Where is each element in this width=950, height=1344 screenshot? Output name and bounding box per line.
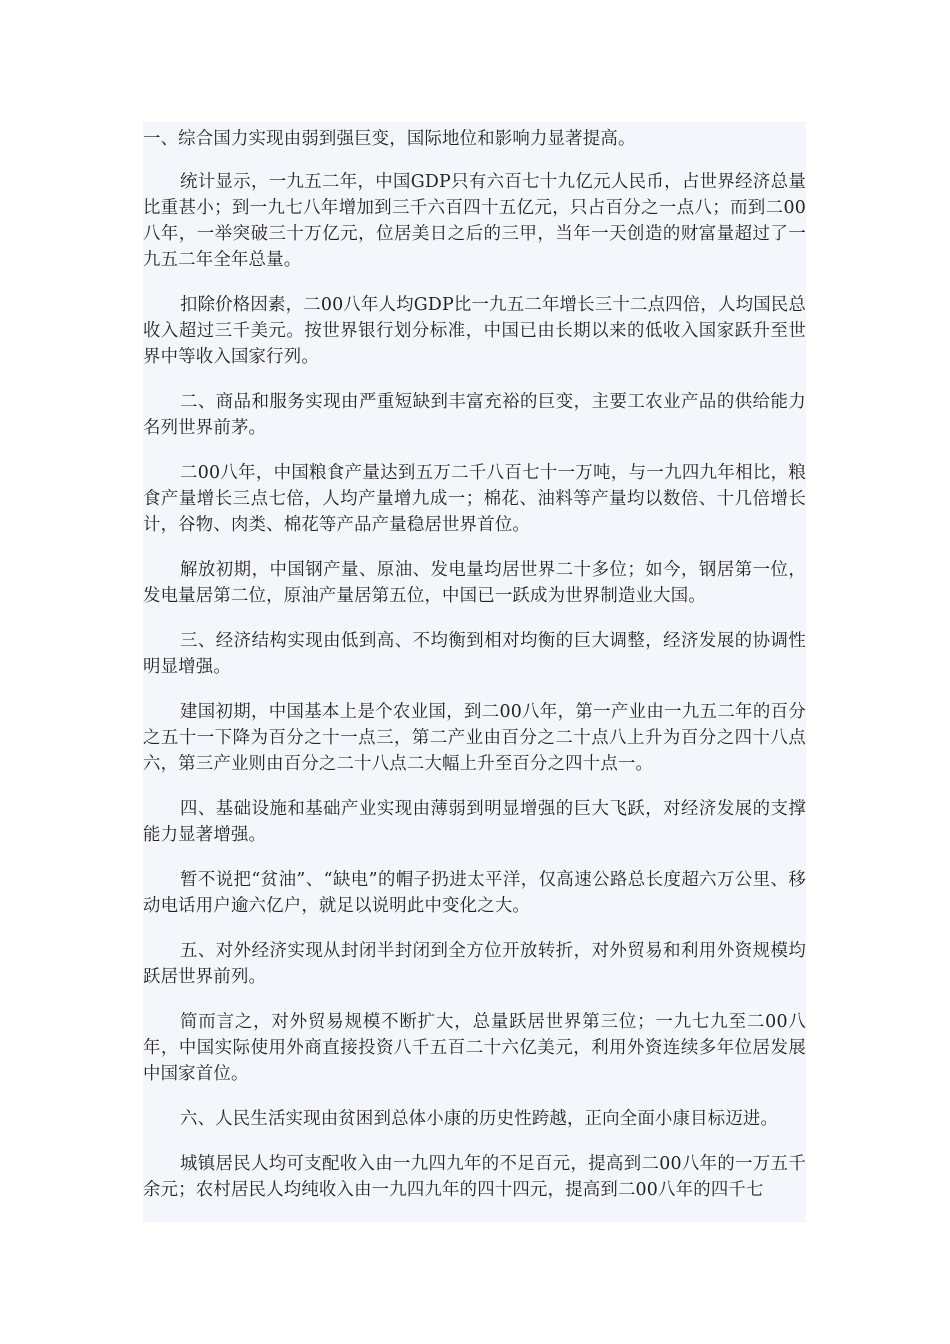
section-heading-5: 五、对外经济实现从封闭半封闭到全方位开放转折，对外贸易和利用外资规模均跃居世界前列。 [143, 941, 806, 987]
paragraph-foreign-trade: 简而言之，对外贸易规模不断扩大，总量跃居世界第三位；一九七九至二00八年，中国实际使用外商直接投资八千五百二十六亿美元，利用外资连续多年位居发展中国家首位。 [143, 1012, 806, 1084]
article-body [143, 122, 806, 1222]
paragraph-per-capita-gdp: 扣除价格因素，二00八年人均GDP比一九五二年增长三十二点四倍，人均国民总收入超过三千美元。按世界银行划分标准，中国已由长期以来的低收入国家跃升至世界中等收入国家行列。 [143, 295, 806, 367]
paragraph-gdp-statistics: 统计显示，一九五二年，中国GDP只有六百七十九亿元人民币，占世界经济总量比重甚小；到一九七八年增加到三千六百四十五亿元，只占百分之一点八；而到二00八年，一举突破三十万亿元，位居美日之后的三甲，当年一天创造的财富量超过了一九五二年全年总量。 [143, 172, 806, 270]
section-heading-6: 六、人民生活实现由贫困到总体小康的历史性跨越，正向全面小康目标迈进。 [180, 1109, 779, 1129]
section-heading-3: 三、经济结构实现由低到高、不均衡到相对均衡的巨大调整，经济发展的协调性明显增强。 [143, 631, 806, 677]
paragraph-income: 城镇居民人均可支配收入由一九四九年的不足百元，提高到二00八年的一万五千余元；农村居民人均纯收入由一九四九年的四十四元，提高到二00八年的四千七 [143, 1154, 806, 1200]
article-paragraphs [143, 169, 806, 1222]
paragraph-steel-oil-power: 解放初期，中国钢产量、原油、发电量均居世界二十多位；如今，钢居第一位，发电量居第二位，原油产量居第五位，中国已一跃成为世界制造业大国。 [143, 560, 806, 606]
section-heading-4: 四、基础设施和基础产业实现由薄弱到明显增强的巨大飞跃，对经济发展的支撑能力显著增强。 [143, 799, 806, 845]
section-heading-2: 二、商品和服务实现由严重短缺到丰富充裕的巨变，主要工农业产品的供给能力名列世界前茅。 [143, 392, 806, 438]
section-heading-1: 一、综合国力实现由弱到强巨变，国际地位和影响力显著提高。 [143, 129, 636, 149]
paragraph-infrastructure: 暂不说把“贫油”、“缺电”的帽子扔进太平洋，仅高速公路总长度超六万公里、移动电话用户逾六亿户，就足以说明此中变化之大。 [143, 870, 806, 916]
paragraph-industry-structure: 建国初期，中国基本上是个农业国，到二00八年，第一产业由一九五二年的百分之五十一下降为百分之十一点三，第二产业由百分之二十点八上升为百分之四十八点六，第三产业则由百分之二十八点二大幅上升至百分之四十点一。 [143, 702, 806, 774]
paragraph-grain-output: 二00八年，中国粮食产量达到五万二千八百七十一万吨，与一九四九年相比，粮食产量增长三点七倍，人均产量增九成一；棉花、油料等产量均以数倍、十几倍增长计，谷物、肉类、棉花等产品产量稳居世界首位。 [143, 463, 806, 535]
